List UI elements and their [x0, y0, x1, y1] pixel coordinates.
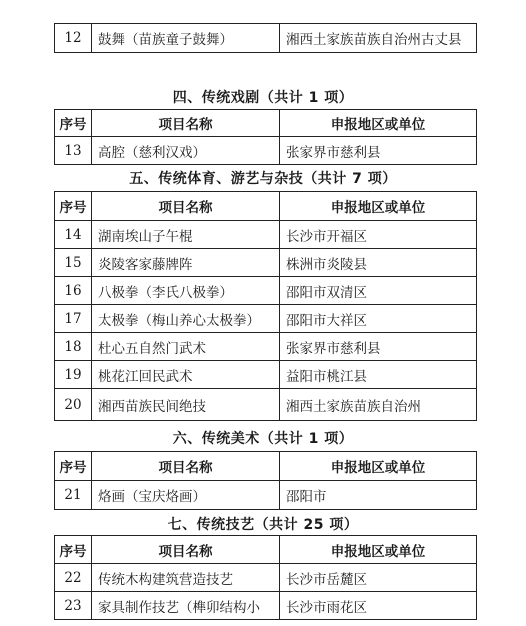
table-row: [55, 333, 477, 361]
project-name: 传统木构建筑营造技艺: [92, 564, 280, 592]
table-row: [55, 24, 477, 53]
table-continued: [54, 23, 477, 53]
project-name: 家具制作技艺（榫卯结构小: [92, 592, 280, 620]
header-number: 序号: [55, 110, 92, 137]
table-row: [55, 137, 477, 165]
project-name: 鼓舞（苗族童子鼓舞）: [92, 24, 280, 53]
project-name: 烙画（宝庆烙画）: [92, 481, 280, 510]
region: 益阳市桃江县: [280, 361, 477, 389]
project-name: 杜心五自然门武术: [92, 333, 280, 361]
table-row: [55, 221, 477, 249]
table-row: [55, 361, 477, 389]
region: 长沙市雨花区: [280, 592, 477, 620]
header-region: 申报地区或单位: [280, 192, 477, 221]
table-traditional-craft: [54, 535, 477, 620]
row-number: 20: [55, 389, 92, 421]
table-traditional-sports: [54, 191, 477, 421]
row-number: 12: [55, 24, 92, 53]
section-title-traditional-sports: 五、传统体育、游艺与杂技（共计 7 项）: [129, 171, 397, 187]
project-name: 太极拳（梅山养心太极拳）: [92, 305, 280, 333]
table-row: [55, 389, 477, 421]
table-row: [55, 564, 477, 592]
row-number: 15: [55, 249, 92, 277]
header-project-name: 项目名称: [92, 110, 280, 137]
region: 长沙市岳麓区: [280, 564, 477, 592]
row-number: 19: [55, 361, 92, 389]
region: 邵阳市大祥区: [280, 305, 477, 333]
row-number: 13: [55, 137, 92, 165]
table-row: [55, 249, 477, 277]
table-row: [55, 305, 477, 333]
region: 长沙市开福区: [280, 221, 477, 249]
row-number: 22: [55, 564, 92, 592]
row-number: 23: [55, 592, 92, 620]
row-number: 14: [55, 221, 92, 249]
project-name: 八极拳（李氏八极拳）: [92, 277, 280, 305]
region: 邵阳市: [280, 481, 477, 510]
header-project-name: 项目名称: [92, 452, 280, 481]
project-name: 桃花江回民武术: [92, 361, 280, 389]
row-number: 18: [55, 333, 92, 361]
row-number: 17: [55, 305, 92, 333]
header-region: 申报地区或单位: [280, 110, 477, 137]
region: 株洲市炎陵县: [280, 249, 477, 277]
project-name: 湘西苗族民间绝技: [92, 389, 280, 421]
table-traditional-art: [54, 451, 477, 510]
table-row: [55, 277, 477, 305]
region: 张家界市慈利县: [280, 137, 477, 165]
project-name: 高腔（慈利汉戏）: [92, 137, 280, 165]
header-region: 申报地区或单位: [280, 452, 477, 481]
section-title-traditional-craft: 七、传统技艺（共计 25 项）: [167, 517, 359, 533]
header-number: 序号: [55, 452, 92, 481]
region: 湘西土家族苗族自治州: [280, 389, 477, 421]
row-number: 21: [55, 481, 92, 510]
table-row: [55, 481, 477, 510]
table-header-row: [55, 110, 477, 137]
header-project-name: 项目名称: [92, 192, 280, 221]
table-header-row: [55, 452, 477, 481]
project-name: 炎陵客家藤牌阵: [92, 249, 280, 277]
region: 张家界市慈利县: [280, 333, 477, 361]
table-header-row: [55, 536, 477, 564]
header-number: 序号: [55, 192, 92, 221]
region: 湘西土家族苗族自治州古丈县: [280, 24, 477, 53]
region: 邵阳市双清区: [280, 277, 477, 305]
section-title-traditional-drama: 四、传统戏剧（共计 1 项）: [172, 90, 354, 106]
header-project-name: 项目名称: [92, 536, 280, 564]
section-title-traditional-art: 六、传统美术（共计 1 项）: [172, 431, 354, 447]
table-row: [55, 592, 477, 620]
table-header-row: [55, 192, 477, 221]
table-traditional-drama: [54, 109, 477, 165]
project-name: 湖南埃山子午棍: [92, 221, 280, 249]
header-region: 申报地区或单位: [280, 536, 477, 564]
row-number: 16: [55, 277, 92, 305]
header-number: 序号: [55, 536, 92, 564]
